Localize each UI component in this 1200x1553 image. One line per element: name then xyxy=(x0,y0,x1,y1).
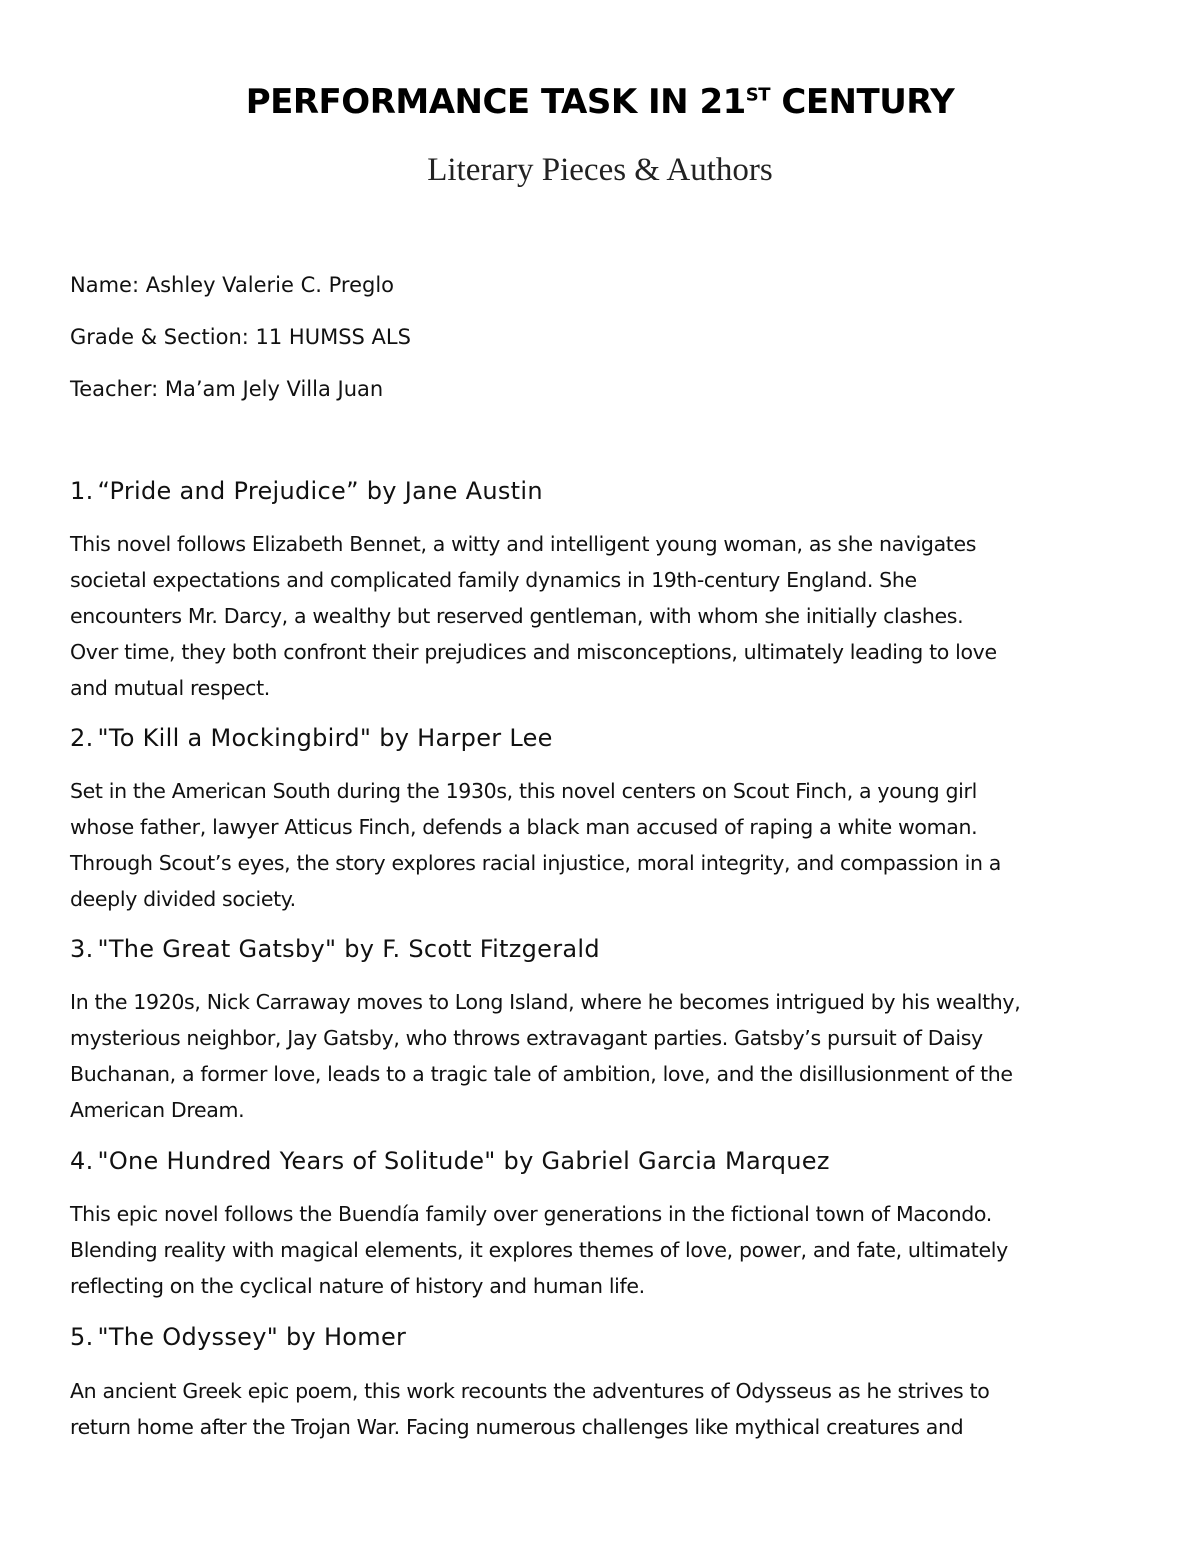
summary-line: reflecting on the cyclical nature of history and human life. xyxy=(70,1274,645,1298)
entry-number: 3. xyxy=(70,935,94,963)
summary-line: An ancient Greek epic poem, this work recounts the adventures of Odysseus as he strives to xyxy=(70,1379,990,1403)
summary-line: American Dream. xyxy=(70,1098,245,1122)
entry-heading-1 xyxy=(70,474,543,508)
grade-section: Grade & Section: 11 HUMSS ALS xyxy=(70,325,411,349)
page-title xyxy=(0,78,1200,126)
student-name: Name: Ashley Valerie C. Preglo xyxy=(70,273,395,297)
entry-number: 2. xyxy=(70,724,94,752)
entry-number: 4. xyxy=(70,1147,94,1175)
entry-summary-3 xyxy=(70,984,1130,1128)
summary-line: In the 1920s, Nick Carraway moves to Long Island, where he becomes intrigued by his wealthy, xyxy=(70,990,1021,1014)
entry-heading-4 xyxy=(70,1144,830,1178)
summary-line: and mutual respect. xyxy=(70,676,270,700)
summary-line: return home after the Trojan War. Facing numerous challenges like mythical creatures and xyxy=(70,1415,964,1439)
page-subtitle: Literary Pieces & Authors xyxy=(427,152,773,188)
entry-summary-1 xyxy=(70,526,1130,706)
summary-line: Set in the American South during the 1930s, this novel centers on Scout Finch, a young girl xyxy=(70,779,977,803)
entry-title: "To Kill a Mockingbird" by Harper Lee xyxy=(97,724,553,752)
summary-line: encounters Mr. Darcy, a wealthy but reserved gentleman, with whom she initially clashes. xyxy=(70,604,964,628)
entry-summary-4 xyxy=(70,1196,1130,1304)
entry-title: "One Hundred Years of Solitude" by Gabriel Garcia Marquez xyxy=(97,1147,830,1175)
entry-number: 5. xyxy=(70,1323,94,1351)
entry-heading-5 xyxy=(70,1320,406,1354)
summary-line: deeply divided society. xyxy=(70,887,296,911)
summary-line: whose father, lawyer Atticus Finch, defends a black man accused of raping a white woman. xyxy=(70,815,978,839)
entry-title: "The Great Gatsby" by F. Scott Fitzgerald xyxy=(97,935,600,963)
entry-heading-2 xyxy=(70,721,553,755)
teacher-name: Teacher: Ma’am Jely Villa Juan xyxy=(70,377,384,401)
entry-title: "The Odyssey" by Homer xyxy=(97,1323,407,1351)
title-superscript: ST xyxy=(745,84,771,106)
summary-line: Blending reality with magical elements, it explores themes of love, power, and fate, ultimately xyxy=(70,1238,1008,1262)
summary-line: Over time, they both confront their prejudices and misconceptions, ultimately leading to love xyxy=(70,640,997,664)
summary-line: Through Scout’s eyes, the story explores racial injustice, moral integrity, and compassion in a xyxy=(70,851,1002,875)
entry-heading-3 xyxy=(70,932,600,966)
summary-line: mysterious neighbor, Jay Gatsby, who throws extravagant parties. Gatsby’s pursuit of Daisy xyxy=(70,1026,983,1050)
entry-summary-5 xyxy=(70,1373,1130,1445)
title-main: PERFORMANCE TASK IN 21 xyxy=(245,82,746,122)
summary-line: Buchanan, a former love, leads to a tragic tale of ambition, love, and the disillusionment of the xyxy=(70,1062,1013,1086)
entry-summary-2 xyxy=(70,773,1130,917)
summary-line: This epic novel follows the Buendía family over generations in the fictional town of Macondo. xyxy=(70,1202,992,1226)
summary-line: societal expectations and complicated family dynamics in 19th-century England. She xyxy=(70,568,917,592)
entry-number: 1. xyxy=(70,477,94,505)
entry-title: “Pride and Prejudice” by Jane Austin xyxy=(97,477,543,505)
title-end: CENTURY xyxy=(770,82,955,122)
summary-line: This novel follows Elizabeth Bennet, a witty and intelligent young woman, as she navigates xyxy=(70,532,977,556)
